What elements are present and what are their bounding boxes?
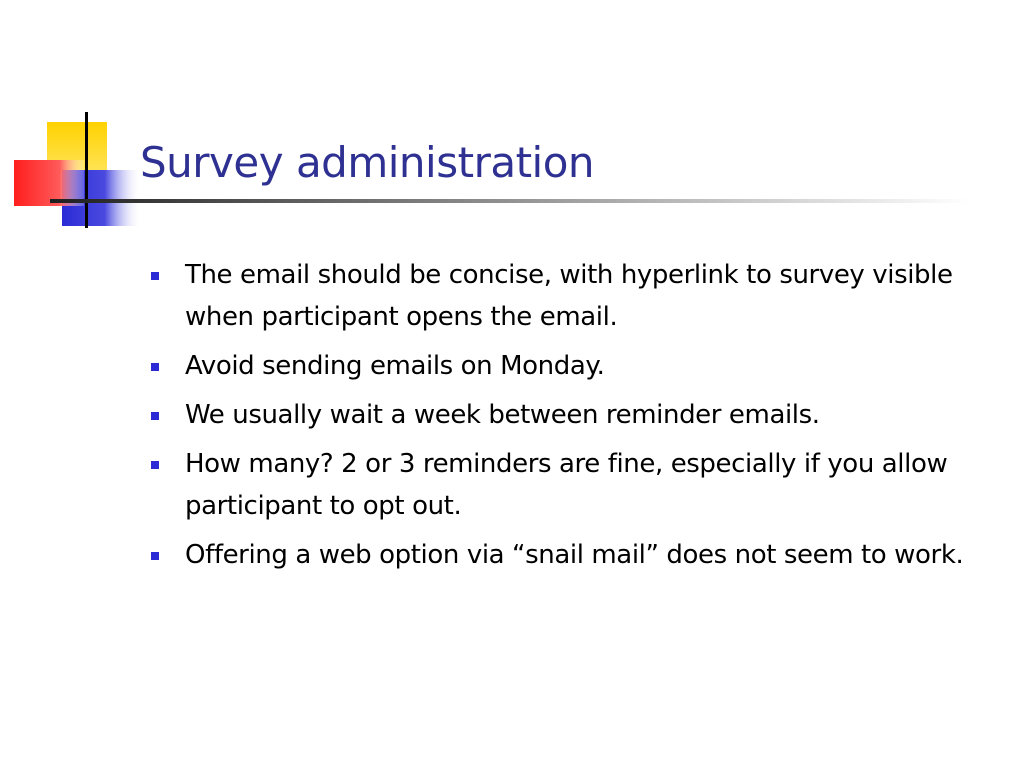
- bullet-list: [148, 254, 1008, 583]
- corner-logo-graphic: [0, 0, 160, 240]
- bullet-square-icon: [151, 552, 159, 560]
- list-item: [148, 534, 1008, 576]
- page-title: Survey administration: [140, 138, 595, 187]
- title-divider: [50, 199, 970, 203]
- bullet-text: We usually wait a week between reminder emails.: [185, 400, 820, 430]
- bullet-text: Avoid sending emails on Monday.: [185, 351, 605, 381]
- bullet-text: How many? 2 or 3 reminders are fine, especially if you allow participant to opt out.: [185, 449, 948, 521]
- list-item: [148, 443, 1008, 527]
- list-item: [148, 254, 1008, 338]
- bullet-square-icon: [151, 461, 159, 469]
- bullet-text: The email should be concise, with hyperlink to survey visible when participant opens the email.: [185, 260, 953, 332]
- bullet-square-icon: [151, 272, 159, 280]
- bullet-text: Offering a web option via “snail mail” does not seem to work.: [185, 540, 964, 570]
- bullet-square-icon: [151, 363, 159, 371]
- bullet-square-icon: [151, 412, 159, 420]
- list-item: [148, 345, 1008, 387]
- list-item: [148, 394, 1008, 436]
- logo-vertical-line: [85, 112, 88, 228]
